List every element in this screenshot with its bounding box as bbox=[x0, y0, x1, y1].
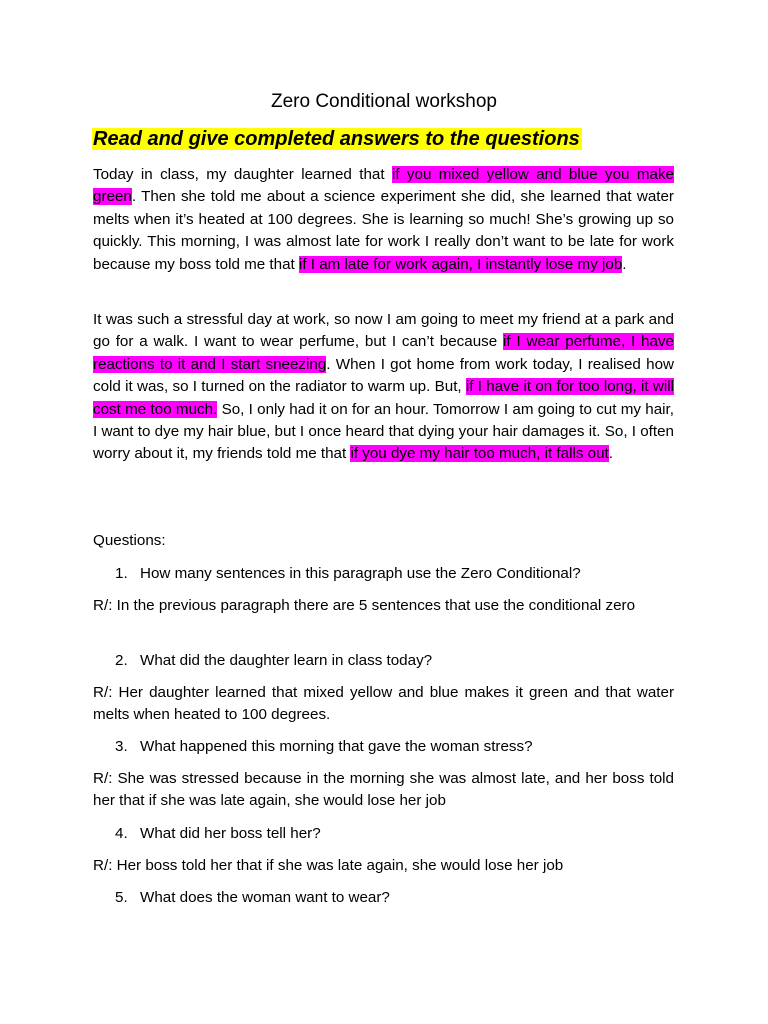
question-number: 1. bbox=[115, 565, 128, 582]
question-text: What did the daughter learn in class today? bbox=[140, 652, 433, 669]
question-number: 2. bbox=[115, 652, 128, 669]
question-1 bbox=[115, 563, 581, 585]
paragraph-2-segment: So, I only had it on for an hour. Tomorrow I am going to cut my hair, I want to dye my hair blue, but I once heard that dying your hair damages it. So, I often worry about it, my friends told me that bbox=[93, 400, 674, 463]
question-text: How many sentences in this paragraph use the Zero Conditional? bbox=[140, 565, 581, 582]
instruction-text: Read and give completed answers to the questions bbox=[93, 128, 580, 150]
paragraph-2-segment: . bbox=[608, 445, 613, 463]
answer-3: R/: She was stressed because in the morning she was almost late, and her boss told her that if she was late again, she would lose her job bbox=[93, 770, 674, 810]
paragraph-1-segment: Today in class, my daughter learned that bbox=[93, 166, 392, 183]
question-number: 5. bbox=[115, 889, 128, 906]
question-4 bbox=[115, 823, 321, 845]
document-title: Zero Conditional workshop bbox=[270, 91, 497, 112]
paragraph-1-segment: . Then she told me about a science experiment she did, she learned that water melts when it’s heated at 100 degrees. She is learning so much! She’s growing up so quickly. This morning, I was almost late for work I really don’t want to be late for work because my boss told me that bbox=[93, 188, 674, 273]
questions-heading: Questions: bbox=[93, 532, 166, 549]
highlighted-conditional: if I am late for work again, I instantly lose my job bbox=[298, 255, 623, 273]
question-text: What happened this morning that gave the woman stress? bbox=[140, 738, 533, 755]
highlighted-conditional: if you dye my hair too much, it falls out bbox=[350, 445, 609, 463]
question-5 bbox=[115, 887, 390, 909]
paragraph-1-segment: . bbox=[622, 255, 627, 273]
question-2 bbox=[115, 650, 432, 672]
story-paragraph-1 bbox=[93, 164, 674, 276]
answer-2: R/: Her daughter learned that mixed yellow and blue makes it green and that water melts when heated to 100 degrees. bbox=[93, 684, 674, 724]
question-text: What did her boss tell her? bbox=[140, 825, 321, 842]
answer-4: R/: Her boss told her that if she was late again, she would lose her job bbox=[93, 857, 564, 874]
instruction-heading bbox=[92, 125, 582, 153]
question-number: 4. bbox=[115, 825, 128, 842]
answer-1: R/: In the previous paragraph there are 5 sentences that use the conditional zero bbox=[93, 597, 636, 614]
highlighted-conditional: if you mixed yellow and blue you make green bbox=[93, 166, 675, 206]
highlighted-conditional: if I wear perfume, I have reactions to it and I start sneezing bbox=[93, 333, 674, 373]
paragraph-2-segment: It was such a stressful day at work, so now I am going to meet my friend at a park and go for a walk. I want to wear perfume, but I can’t because bbox=[93, 311, 674, 351]
story-paragraph-2 bbox=[93, 309, 674, 466]
question-3 bbox=[115, 736, 533, 758]
highlighted-conditional: if I have it on for too long, it will cost me too much. bbox=[93, 378, 674, 418]
question-text: What does the woman want to wear? bbox=[140, 889, 390, 906]
question-number: 3. bbox=[115, 738, 128, 755]
paragraph-2-segment: . When I got home from work today, I realised how cold it was, so I turned on the radiator to warm up. But, bbox=[93, 355, 674, 396]
